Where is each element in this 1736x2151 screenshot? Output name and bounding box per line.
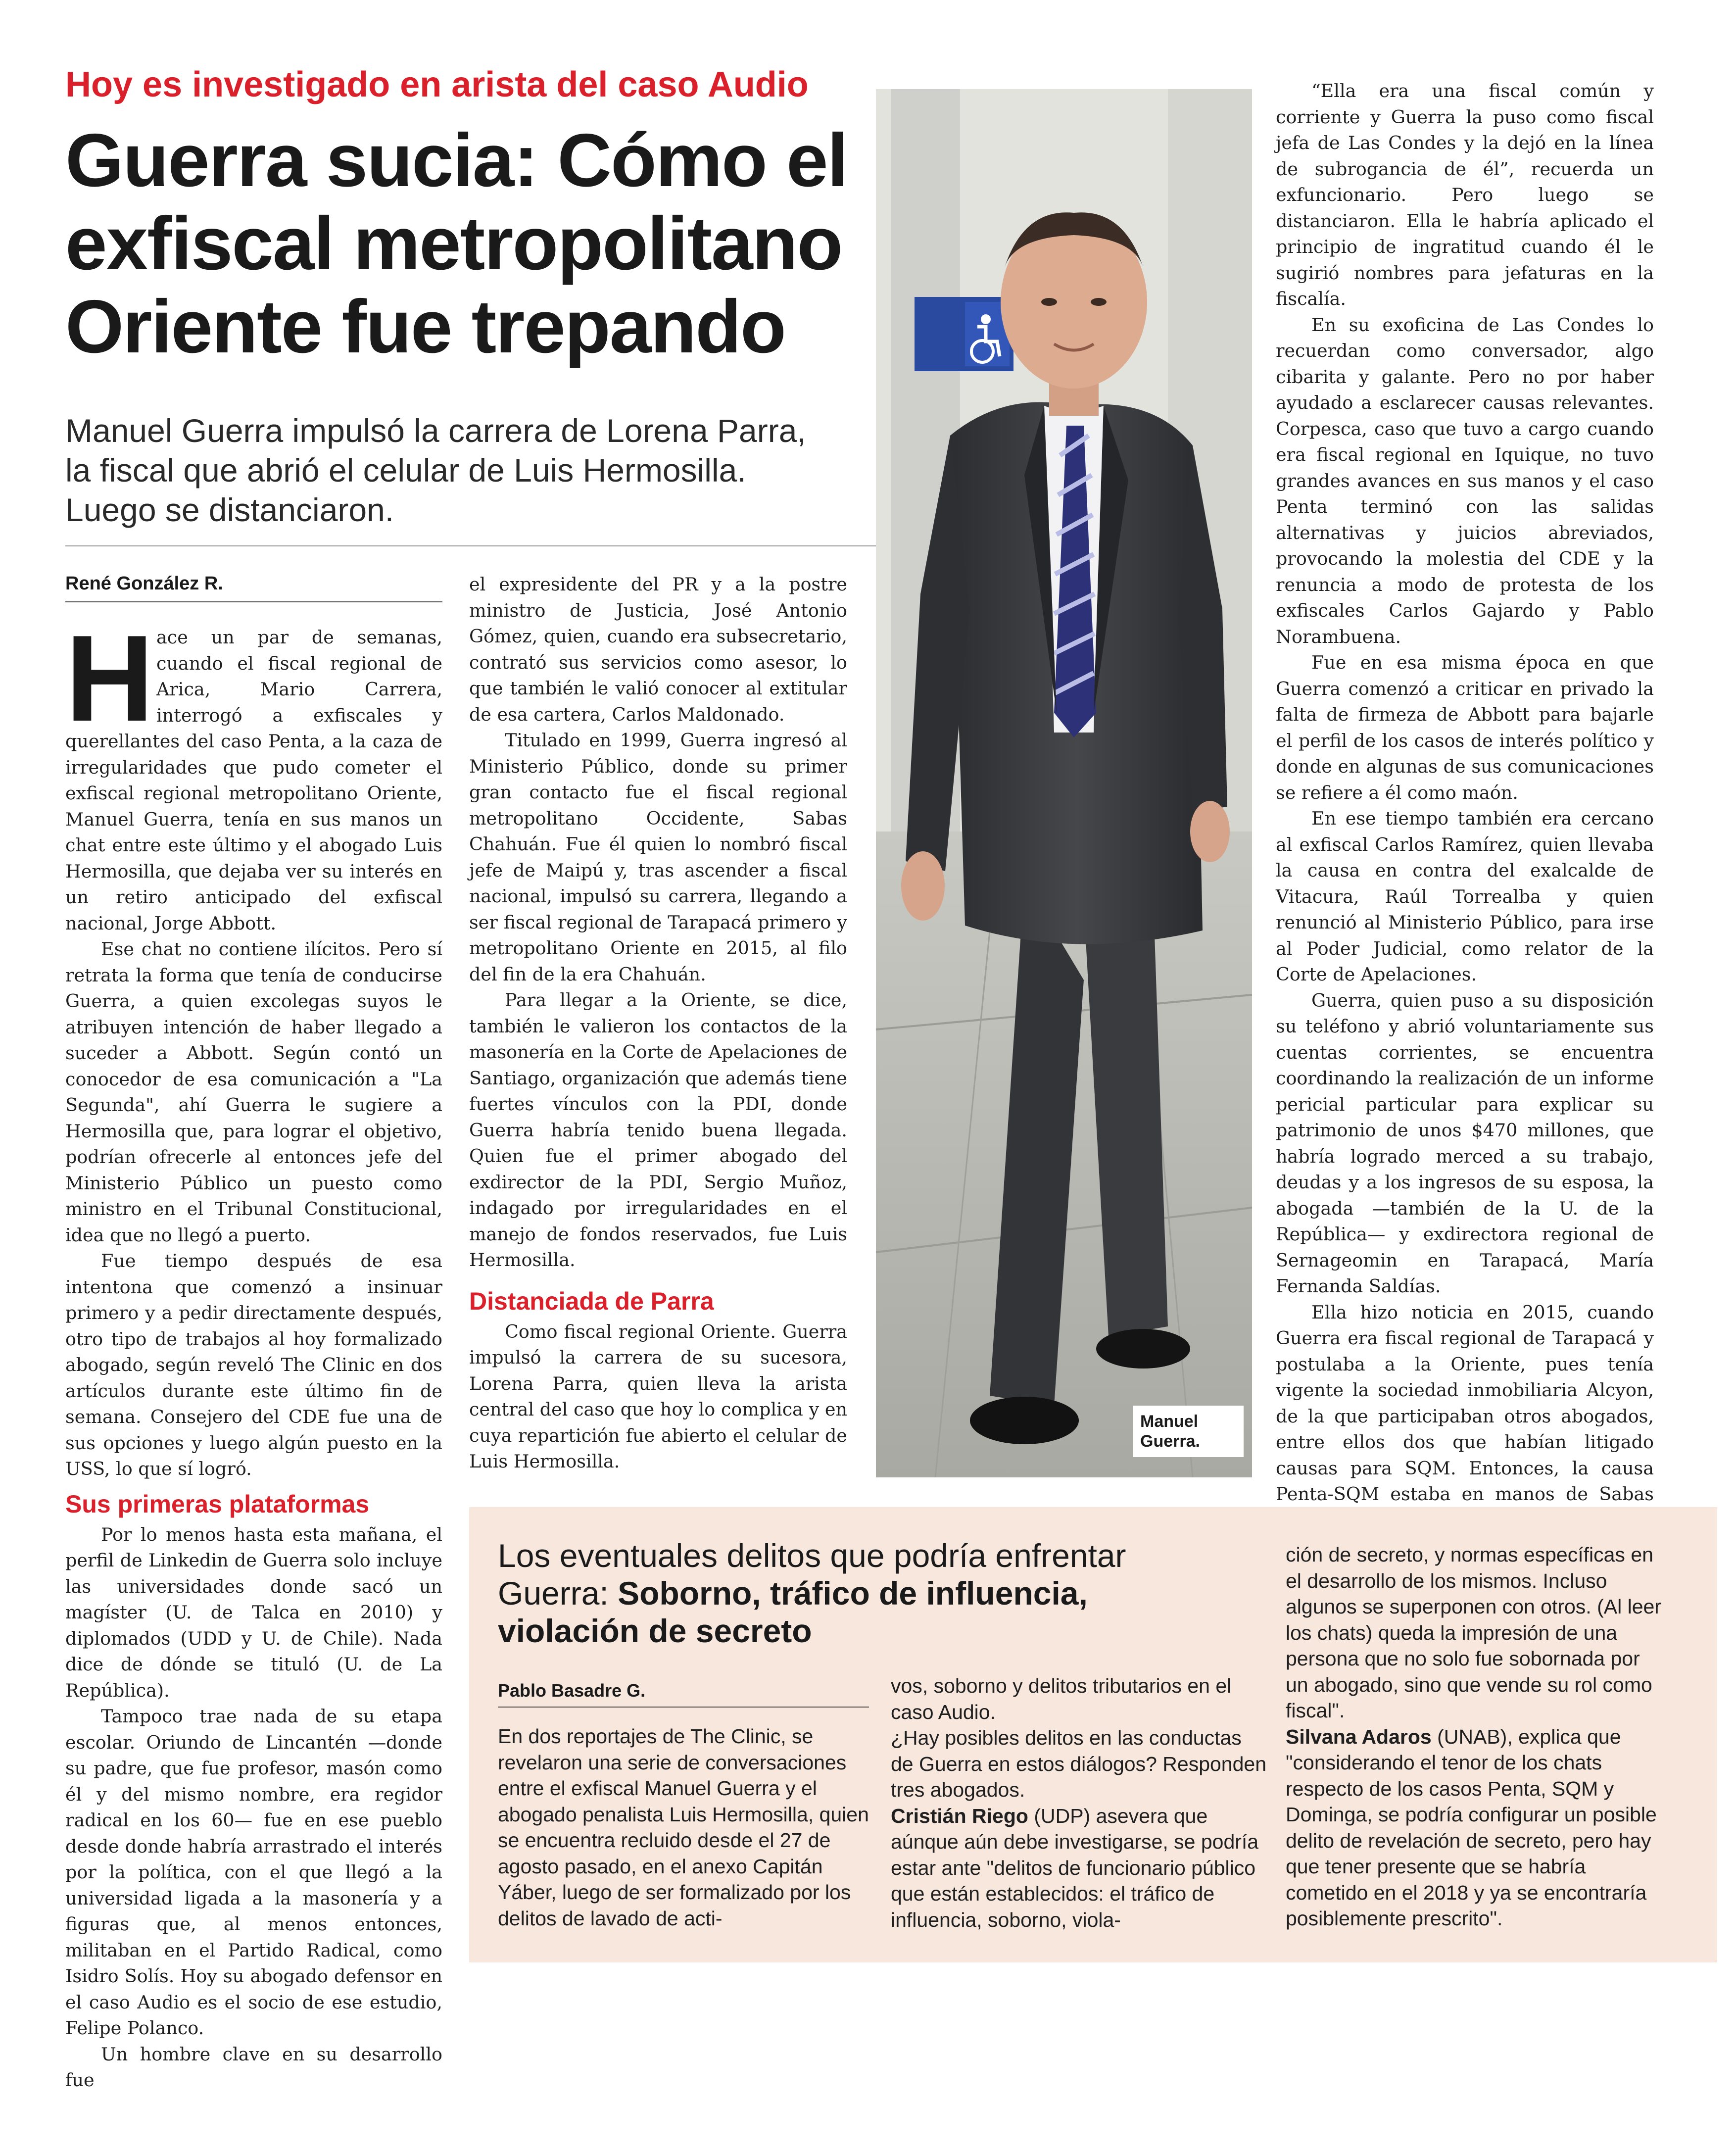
paragraph: En su exoficina de Las Condes lo recuerdan como conversador, algo cibarita y galante. Pero no por haber ayudado a esclarecer causas relevantes. Corpesca, caso que tuvo a cargo cuando era fiscal regional en Iquique, no tuvo grandes avances en sus manos y el caso Penta terminó con las salidas alternativas y juicios abreviados, provocando la molestia del CDE y la renuncia a modo de protesta de los exfiscales Carlos Gajardo y Pablo Norambuena. <box>1276 314 1654 647</box>
paragraph: Cristián Riego (UDP) asevera que aúnque aún debe investigarse, se podría estar ante "delitos de funcionario público que están establecidos: el tráfico de influencia, soborno, viola- <box>891 1804 1259 1931</box>
photo-manuel-guerra <box>876 89 1252 1477</box>
paragraph: Ese chat no contiene ilícitos. Pero sí retrata la forma que tenía de conducirse Guerra, a quien excolegas suyos le atribuyen intención de haber llegado a suceder a Abbott. Según contó un conocedor de esa comunicación a "La Segunda", ahí Guerra le sugiere a Hermosilla que, para lograr el objetivo, podrían ofrecerle al entonces jefe del Ministerio Público un puesto como ministro en el Tribunal Constitucional, idea que no llegó a puerto. <box>65 938 442 1246</box>
paragraph: En ese tiempo también era cercano al exfiscal Carlos Ramírez, quien llevaba la causa en contra del exalcalde de Vitacura, Raúl Torrealba y quien renunció al Ministerio Público, para irse al Poder Judicial, como relator de la Corte de Apelaciones. <box>1276 808 1654 985</box>
byline: René González R. <box>65 573 223 594</box>
paragraph: Tampoco trae nada de su etapa escolar. Oriundo de Lincantén —donde su padre, que fue profesor, masón como él y del mismo nombre, era regidor radical en los 60— fue en ese pueblo desde donde habría arrastrado el interés por la política, con el que llegó a la universidad ligada a la masonería y a figuras que, al menos entonces, militaban en el Partido Radical, como Isidro Solís. Hoy su abogado defensor en el caso Audio es el socio de ese estudio, Felipe Polanco. <box>65 1706 442 2039</box>
photo-caption <box>1133 1406 1244 1457</box>
box-column-2 <box>891 1673 1267 1933</box>
box-title <box>498 1537 1270 1650</box>
expert-name: Cristián Riego <box>891 1804 1028 1827</box>
paragraph: el expresidente del PR y a la postre ministro de Justicia, José Antonio Gómez, quien, cuando era subsecretario, contrató sus servicios como asesor, lo que también le valió conocer al extitular de esa cartera, Carlos Maldonado. <box>469 574 847 725</box>
paragraph: Hace un par de semanas, cuando el fiscal regional de Arica, Mario Carrera, interrogó a exfiscales y querellantes del caso Penta, a la caza de irregularidades que pudo cometer el exfiscal regional metropolitano Oriente, Manuel Guerra, tenía en sus manos un chat entre este último y el abogado Luis Hermosilla, que dejaba ver su interés en un retiro anticipado del exfiscal nacional, Jorge Abbott. <box>65 609 442 934</box>
headline <box>65 119 857 368</box>
paragraph: Fue en esa misma época en que Guerra comenzó a criticar en privado la falta de firmeza de Abbott para bajarle el perfil de los casos de interés político y donde en algunas de sus comunicaciones se refiere a él como maón. <box>1276 652 1654 803</box>
paragraph: Guerra, quien puso a su disposición su teléfono y abrió voluntariamente sus cuentas corrientes, se encuentra coordinando la realización de un informe pericial particular para explicar su patrimonio de unos $470 millones, que habría logrado merced a su trabajo, deudas y a los ingresos de su esposa, la abogada —también de la U. de la República— y exdirectora regional de Sernageomin en Tarapacá, María Fernanda Saldías. <box>1276 989 1654 1297</box>
person-illustration <box>876 89 1252 1477</box>
box-column-3 <box>1286 1542 1667 1932</box>
expert-name: Silvana Adaros <box>1286 1725 1432 1748</box>
paragraph: ción de secreto, y normas específicas en el desarrollo de los mismos. Incluso algunos se superponen con otros. (Al leer los chats) queda la impresión de una persona que no solo fue sobornada por un abogado, sino que vende su rol como fiscal". <box>1286 1543 1661 1722</box>
deck-line: Luego se distanciaron. <box>65 491 394 528</box>
paragraph: Por lo menos hasta esta mañana, el perfil de Linkedin de Guerra solo incluye las universidades donde sacó un magíster (U. de Talca en 2010) y diplomados (UDD y U. de Chile). Nada dice de dónde se tituló (U. de La República). <box>65 1523 442 1701</box>
box-byline: Pablo Basadre G. <box>498 1680 646 1701</box>
dropcap: H <box>65 609 154 747</box>
paragraph: Silvana Adaros (UNAB), explica que "considerando el tenor de los chats respecto de los casos Penta, SQM y Dominga, se podría configurar un posible delito de revelación de secreto, pero hay que tener presente que se habría cometido en el 2018 y ya se encontraría posiblemente prescrito". <box>1286 1725 1657 1930</box>
paragraph: Ella hizo noticia en 2015, cuando Guerra era fiscal regional de Tarapacá y postulaba a la Oriente, pues tenía vigente la sociedad inmobiliaria Alcyon, de la que participaban otros abogados, entre ellos dos que habían litigado causas para SQM. Entonces, la causa Penta-SQM estaba en manos de Sabas <box>1276 1301 1654 1505</box>
paragraph: Fue tiempo después de esa intentona que comenzó a insinuar primero y a pedir directamente después, otro tipo de trabajos al hoy formalizado abogado, según reveló The Clinic en dos artículos durante este último fin de semana. Consejero del CDE fue una de sus opciones y luego algún puesto en la USS, lo que sí logró. <box>65 1250 442 1479</box>
box-column-1 <box>498 1723 869 1931</box>
box-title-line: violación de secreto <box>498 1613 812 1649</box>
paragraph: Como fiscal regional Oriente. Guerra impulsó la carrera de su sucesora, Lorena Parra, quien lleva la arista central del caso que hoy lo complica y en cuya repartición fue abierto el celular de Luis Hermosilla. <box>469 1320 847 1472</box>
paragraph: En dos reportajes de The Clinic, se revelaron una serie de conversaciones entre el exfiscal Manuel Guerra y el abogado penalista Luis Hermosilla, quien se encuentra recluido desde el 27 de agosto pasado, en el anexo Capitán Yáber, luego de ser formalizado por los delitos de lavado de acti- <box>498 1725 869 1930</box>
article-column-2 <box>469 572 847 1475</box>
box-byline-rule <box>498 1707 869 1708</box>
paragraph: ¿Hay posibles delitos en las conductas de Guerra en estos diálogos? Responden tres abogados. <box>891 1726 1267 1801</box>
headline-line: Guerra sucia: Cómo el <box>65 118 847 202</box>
subheading: Sus primeras plataformas <box>65 1490 370 1518</box>
paragraph: “Ella era una fiscal común y corriente y Guerra la puso como fiscal jefa de Las Condes y la dejó en la línea de subrogancia de él”, recuerda un exfuncionario. Pero luego se distanciaron. Ella le habría aplicado el principio de ingratitud cuando él le sugirió nombres para jefaturas en la fiscalía. <box>1276 80 1654 309</box>
deck <box>65 411 857 530</box>
deck-line: la fiscal que abrió el celular de Luis Hermosilla. <box>65 452 746 489</box>
paragraph: Para llegar a la Oriente, se dice, también le valieron los contactos de la masonería en la Corte de Apelaciones de Santiago, organización que además tiene fuertes vínculos con la PDI, donde Guerra habría tenido buena llegada. Quien fue el primer abogado del exdirector de la PDI, Sergio Muñoz, indagado por irregularidades en el manejo de fondos reservados, fue Luis Hermosilla. <box>469 989 847 1271</box>
caption-line: Guerra. <box>1140 1432 1200 1451</box>
box-title-line: Los eventuales delitos que podría enfrentar <box>498 1537 1126 1574</box>
kicker: Hoy es investigado en arista del caso Audio <box>65 65 809 104</box>
deck-line: Manuel Guerra impulsó la carrera de Lorena Parra, <box>65 412 806 449</box>
byline-rule <box>65 601 442 602</box>
article-column-1 <box>65 609 442 2094</box>
headline-line: Oriente fue trepando <box>65 285 785 369</box>
caption-line: Manuel <box>1140 1412 1199 1431</box>
paragraph: vos, soborno y delitos tributarios en el caso Audio. <box>891 1674 1232 1723</box>
deck-divider <box>65 545 877 546</box>
article-column-3 <box>1276 78 1654 1533</box>
subheading: Distanciada de Parra <box>469 1287 714 1315</box>
box-title-line: Guerra: Soborno, tráfico de influencia, <box>498 1575 1088 1612</box>
paragraph: Titulado en 1999, Guerra ingresó al Ministerio Público, donde su primer gran contacto fue el fiscal regional metropolitano Occidente, Sabas Chahuán. Fue él quien lo nombró fiscal jefe de Maipú y, tras ascender a fiscal nacional, impulsó su carrera, llegando a ser fiscal regional de Tarapacá primero y metropolitano Oriente en 2015, al filo del fin de la era Chahuán. <box>469 730 847 985</box>
headline-line: exfiscal metropolitano <box>65 201 842 286</box>
paragraph: Un hombre clave en su desarrollo fue <box>65 2043 442 2091</box>
